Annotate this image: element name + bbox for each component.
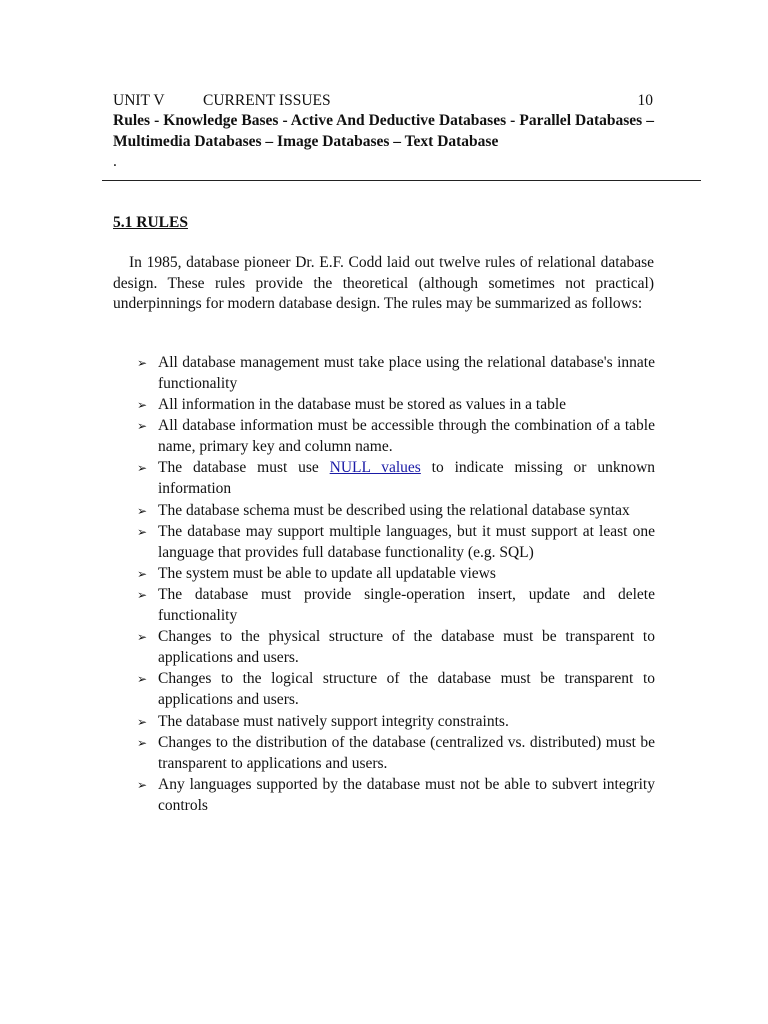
- unit-hours: 10: [637, 92, 653, 109]
- trailing-dot: .: [113, 153, 117, 170]
- rule-text: The database schema must be described using the relational database syntax: [158, 501, 630, 519]
- rule-text-post: to indicate missing or unknown information: [158, 459, 656, 498]
- section-title: 5.1 RULES: [113, 214, 188, 231]
- unit-number: UNIT V: [113, 92, 165, 109]
- arrow-bullet-icon: ➢: [137, 777, 148, 792]
- list-item: [137, 522, 655, 564]
- rule-text: Changes to the physical structure of the database must be transparent to applications and users.: [158, 628, 655, 667]
- arrow-bullet-icon: ➢: [137, 461, 148, 476]
- arrow-bullet-icon: ➢: [137, 630, 148, 645]
- rule-text: All information in the database must be stored as values in a table: [158, 396, 567, 414]
- arrow-bullet-icon: ➢: [137, 503, 148, 518]
- arrow-bullet-icon: ➢: [137, 524, 148, 539]
- list-item: [137, 775, 655, 817]
- arrow-bullet-icon: ➢: [137, 356, 148, 370]
- rule-text: The database must natively support integrity constraints.: [158, 712, 509, 730]
- list-item: [137, 395, 655, 416]
- rule-text: All database management must take place using the relational database's innate functionality: [158, 354, 655, 392]
- arrow-bullet-icon: ➢: [137, 714, 148, 729]
- rule-text: The database must provide single-operation insert, update and delete functionality: [158, 586, 655, 625]
- list-item: [137, 564, 655, 585]
- rule-text-pre: The database must use: [158, 459, 330, 477]
- rule-text: Changes to the distribution of the database (centralized vs. distributed) must be transparent to applications and users.: [158, 733, 655, 772]
- list-item: [137, 733, 655, 775]
- unit-header: [113, 91, 653, 111]
- list-item: [137, 353, 655, 395]
- arrow-bullet-icon: ➢: [137, 672, 148, 687]
- arrow-bullet-icon: ➢: [137, 588, 148, 603]
- list-item: [137, 712, 655, 733]
- rule-text: The database may support multiple languages, but it must support at least one language that provides full database functionality (e.g. SQL): [158, 522, 655, 561]
- arrow-bullet-icon: ➢: [137, 398, 148, 413]
- arrow-bullet-icon: ➢: [137, 419, 148, 434]
- list-item: [137, 585, 655, 627]
- header-divider: [102, 180, 701, 181]
- list-item: [137, 627, 655, 669]
- rules-list: [137, 353, 655, 817]
- unit-topics: Rules - Knowledge Bases - Active And Deductive Databases - Parallel Databases – Multimedia Databases – Image Databases – Text Database: [113, 112, 654, 150]
- unit-title: CURRENT ISSUES: [203, 92, 331, 109]
- list-item: [137, 416, 655, 458]
- rule-text: The system must be able to update all updatable views: [158, 564, 496, 582]
- list-item: [137, 458, 655, 500]
- list-item: [137, 501, 655, 522]
- list-item: [137, 669, 655, 711]
- arrow-bullet-icon: ➢: [137, 566, 148, 581]
- arrow-bullet-icon: ➢: [137, 735, 148, 750]
- rule-text: All database information must be accessible through the combination of a table name, primary key and column name.: [158, 417, 655, 456]
- rule-text: Changes to the logical structure of the database must be transparent to applications and users.: [158, 670, 655, 709]
- null-values-link[interactable]: NULL values: [329, 459, 421, 477]
- intro-paragraph: In 1985, database pioneer Dr. E.F. Codd laid out twelve rules of relational database design. These rules provide the theoretical (although sometimes not practical) underpinnings for modern database design. The rules may be summarized as follows:: [113, 254, 654, 312]
- rule-text: Any languages supported by the database must not be able to subvert integrity controls: [158, 775, 655, 814]
